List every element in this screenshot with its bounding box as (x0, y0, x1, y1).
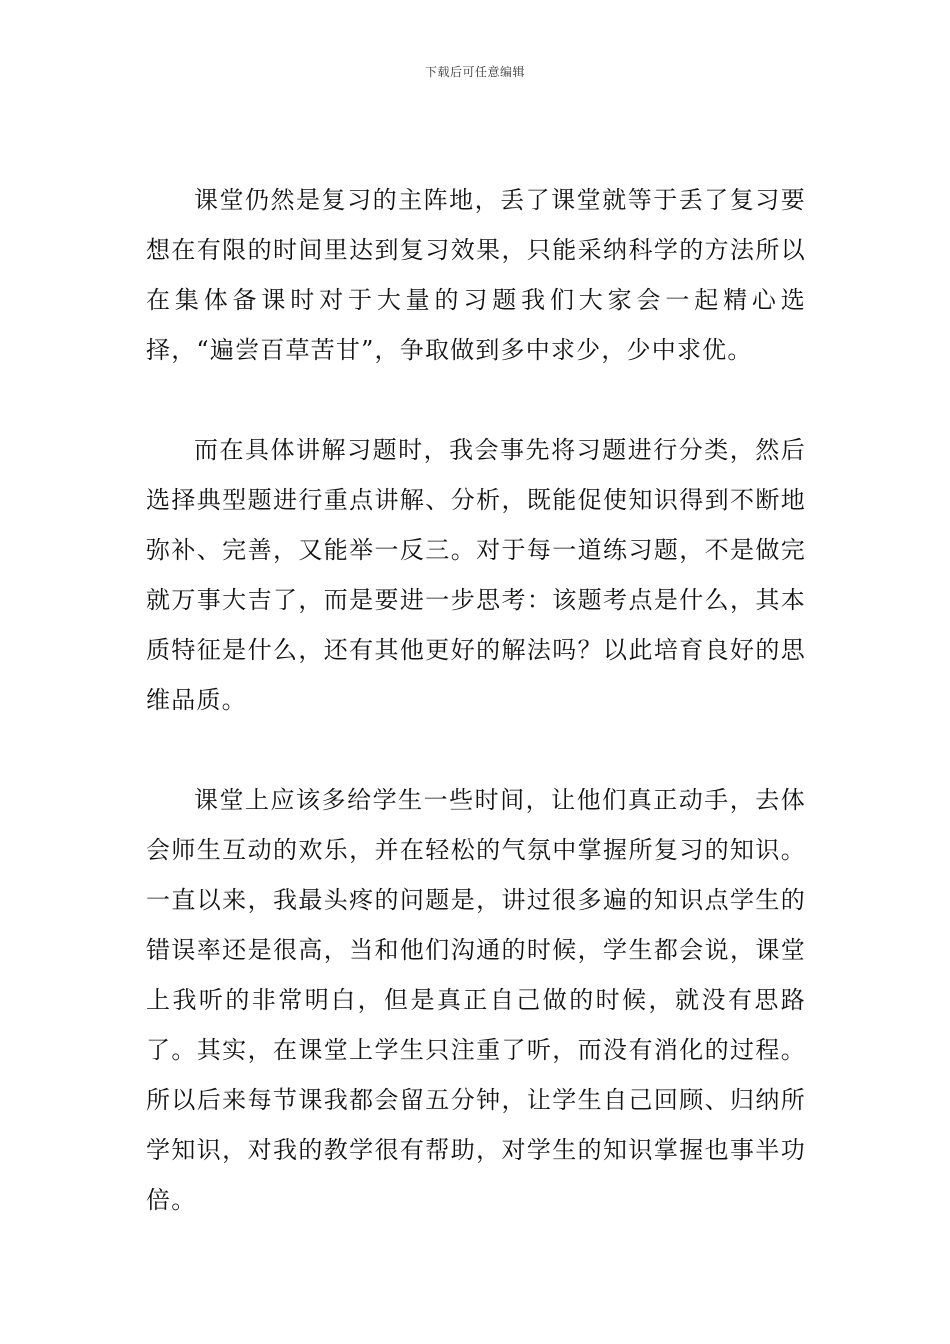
paragraph-1: 课堂仍然是复习的主阵地，丢了课堂就等于丢了复习要想在有限的时间里达到复习效果，只能采纳科学的方法所以在集体备课时对于大量的习题我们大家会一起精心选择，“遍尝百草苦甘”，争取做到多中求少，少中求优。 (146, 186, 806, 364)
paragraph-spacer (146, 375, 806, 425)
paragraph-spacer (146, 725, 806, 775)
paragraph-2: 而在具体讲解习题时，我会事先将习题进行分类，然后选择典型题进行重点讲解、分析，既能促使知识得到不断地弥补、完善，又能举一反三。对于每一道练习题，不是做完就万事大吉了，而是要进一步思考：该题考点是什么，其本质特征是什么，还有其他更好的解法吗？以此培育良好的思维品质。 (146, 436, 806, 714)
header-note: 下载后可任意编辑 (424, 65, 525, 79)
document-body (146, 175, 806, 1225)
paragraph-3: 课堂上应该多给学生一些时间，让他们真正动手，去体会师生互动的欢乐，并在轻松的气氛中掌握所复习的知识。一直以来，我最头疼的问题是，讲过很多遍的知识点学生的错误率还是很高，当和他们沟通的时候，学生都会说，课堂上我听的非常明白，但是真正自己做的时候，就没有思路了。其实，在课堂上学生只注重了听，而没有消化的过程。所以后来每节课我都会留五分钟，让学生自己回顾、归纳所学知识，对我的教学很有帮助，对学生的知识掌握也事半功倍。 (146, 786, 806, 1214)
